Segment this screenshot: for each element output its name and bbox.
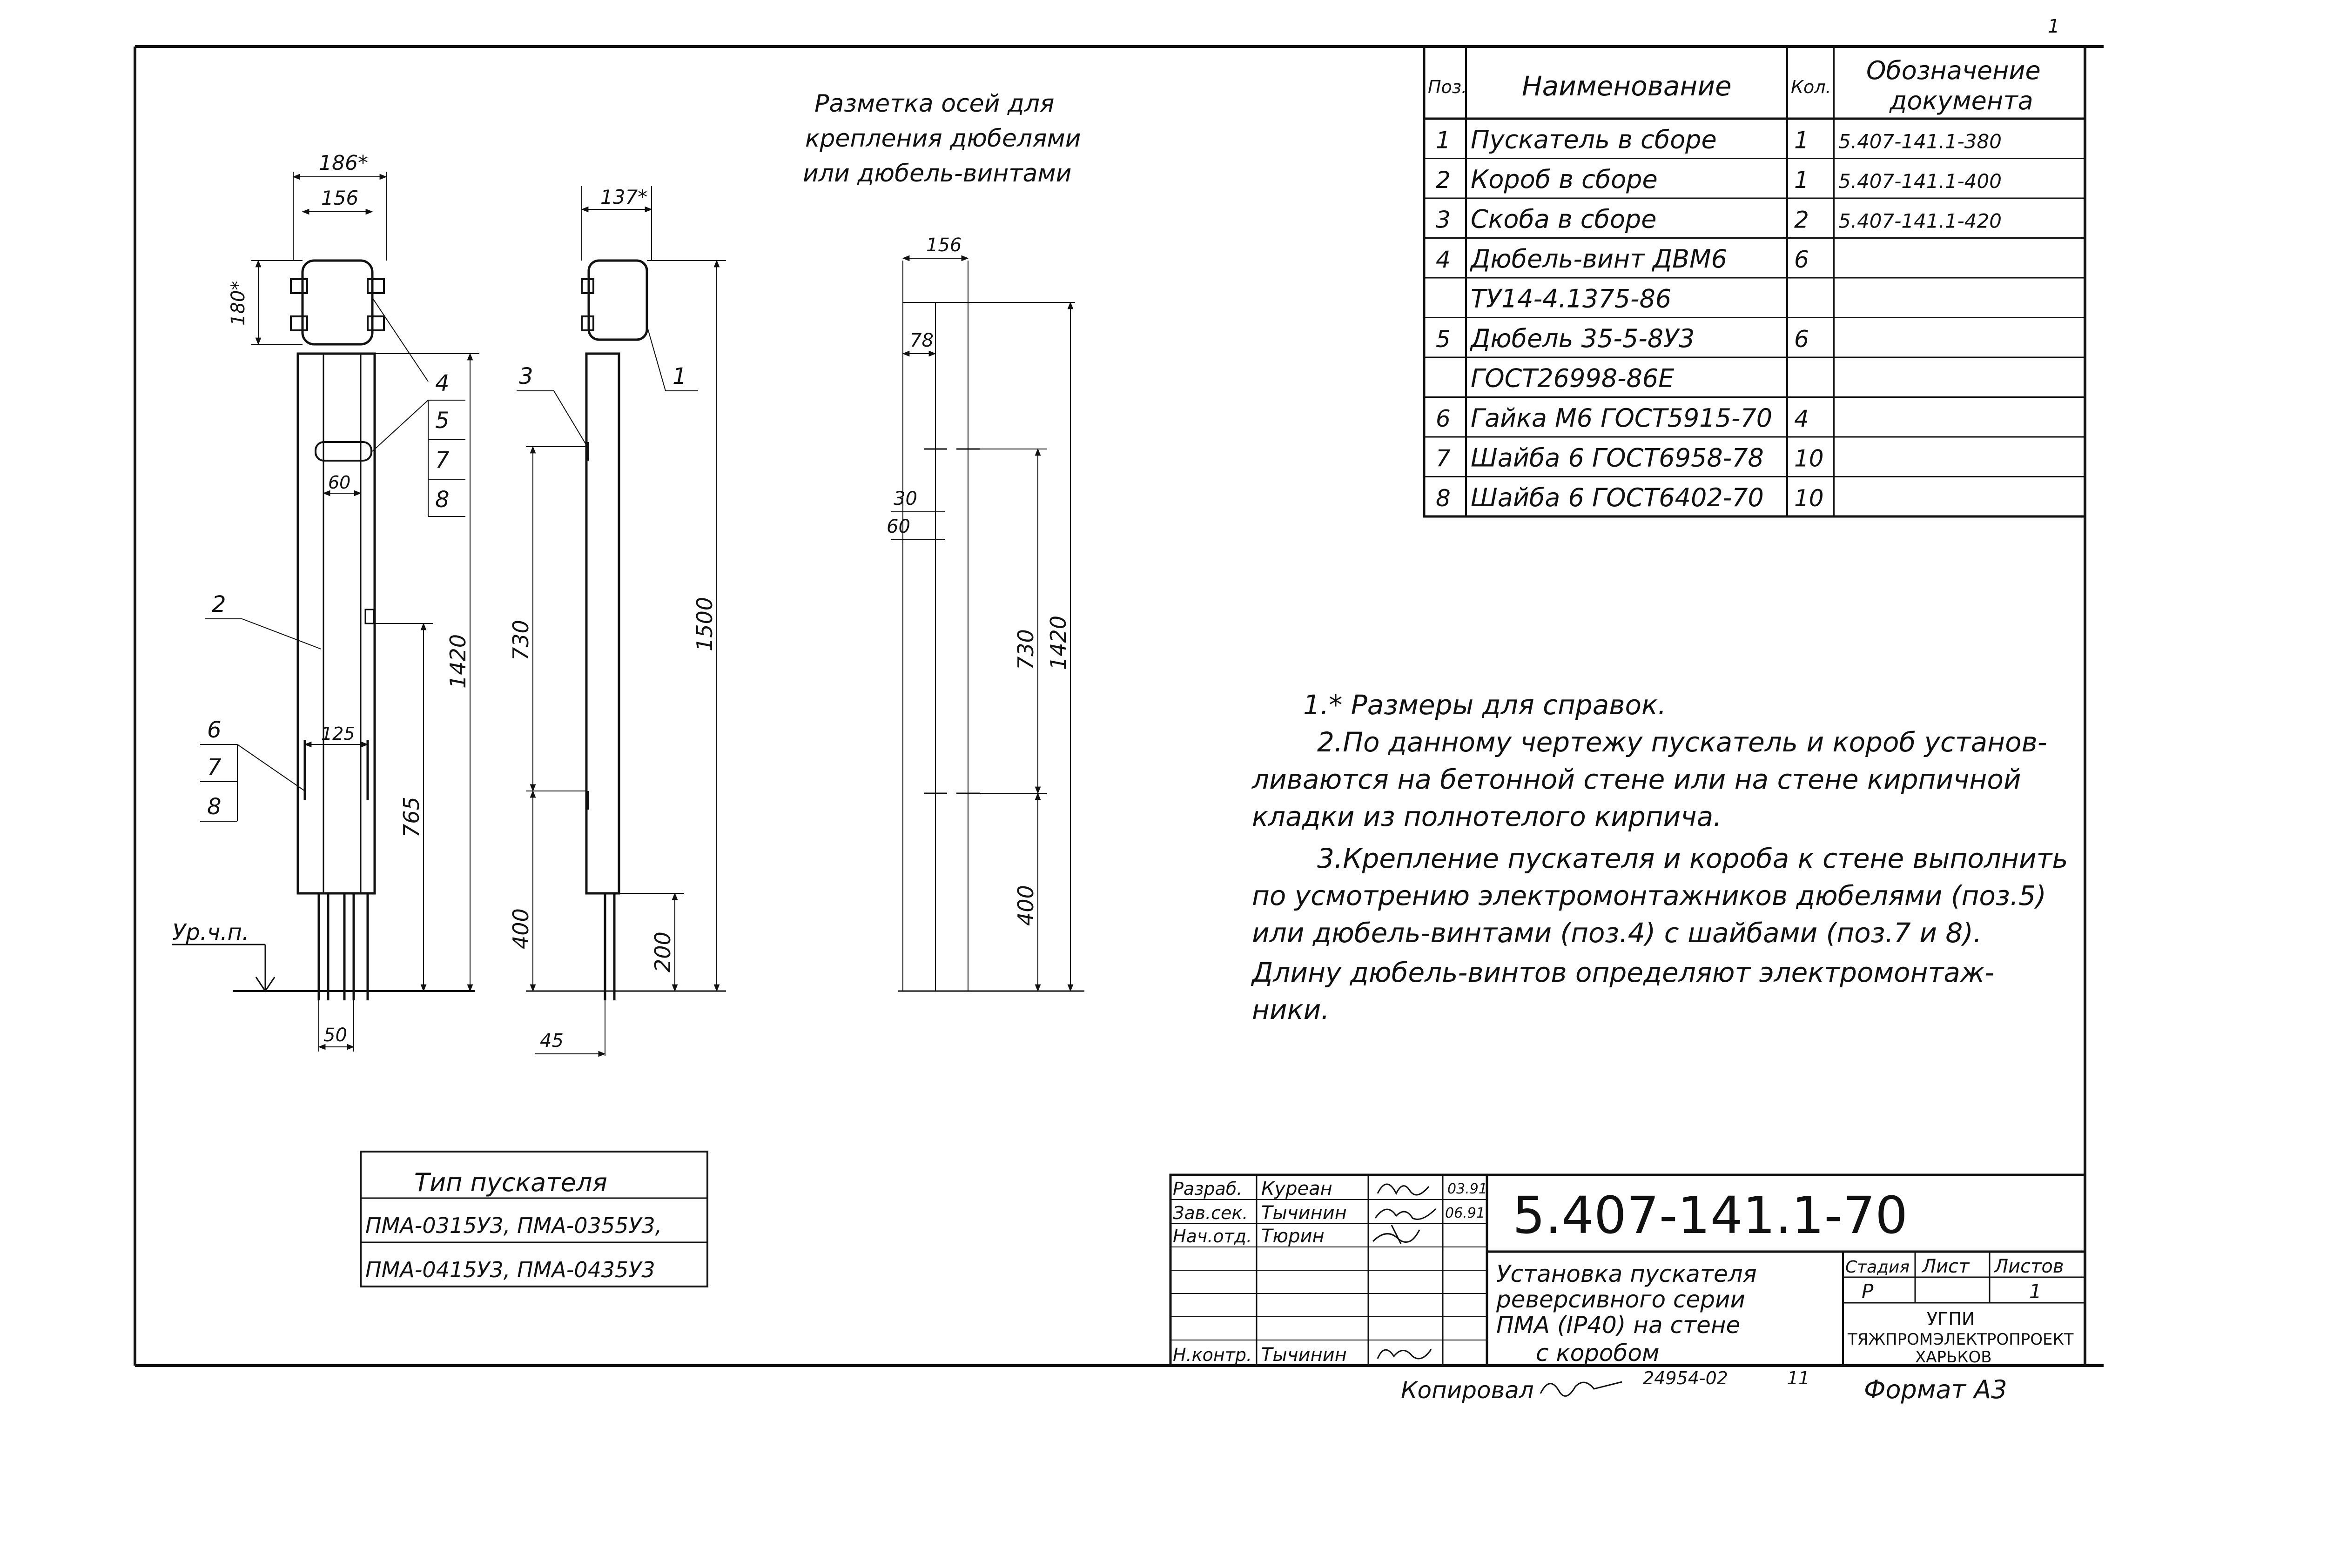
spec-table	[1424, 47, 2085, 516]
date-2: 06.91	[1445, 1205, 1485, 1221]
table-cell-doc: 5.407-141.1-380	[1838, 130, 2002, 153]
footer	[1401, 1368, 2007, 1404]
table-cell-qty: 6	[1794, 326, 1809, 353]
table-cell-name: Дюбель 35-5-8У3	[1471, 324, 1695, 353]
dim-730-side: 730	[508, 620, 533, 661]
table-cell-pos: 4	[1436, 246, 1451, 273]
marking-caption-2: крепления дюбелями	[805, 125, 1081, 153]
dim-45: 45	[540, 1030, 564, 1052]
th-pos: Поз.	[1428, 77, 1467, 97]
table-cell-qty: 10	[1794, 485, 1824, 512]
floor-level-label: Ур.ч.п.	[172, 919, 249, 945]
th-qty: Кол.	[1791, 77, 1831, 97]
note-line-8: Длину дюбель-винтов определяют электромонтаж-	[1252, 957, 1995, 988]
table-cell-name: Скоба в сборе	[1471, 204, 1657, 234]
table-cell-name: Шайба 6 ГОСТ6402-70	[1471, 483, 1764, 512]
desc-line-2: реверсивного серии	[1496, 1286, 1745, 1313]
table-cell-qty: 10	[1794, 445, 1824, 472]
signature-3	[1373, 1225, 1419, 1244]
dim-400-marking: 400	[1013, 885, 1038, 926]
top-mark: 1	[2048, 16, 2060, 37]
table-cell-qty: 2	[1794, 206, 1809, 234]
table-cell-name: ГОСТ26998-86Е	[1471, 363, 1675, 393]
note-line-2: 2.По данному чертежу пускатель и короб установ-	[1317, 726, 2047, 758]
table-cell-qty: 1	[1794, 127, 1809, 154]
signature-4	[1378, 1349, 1431, 1359]
copied-label: Копировал	[1401, 1377, 1534, 1404]
table-cell-doc: 5.407-141.1-420	[1838, 209, 2002, 233]
copy-number: 24954-02	[1643, 1368, 1728, 1388]
table-cell-pos: 8	[1436, 485, 1451, 512]
table-cell-pos: 2	[1436, 167, 1451, 194]
view-side	[508, 186, 726, 1056]
dim-186: 186*	[319, 151, 368, 175]
stage-label: Стадия	[1845, 1258, 1910, 1277]
callout-7-bottom: 7	[207, 754, 222, 780]
dim-180: 180*	[228, 281, 249, 326]
stage-value: Р	[1862, 1280, 1874, 1303]
dim-30: 30	[894, 488, 917, 509]
dim-156: 156	[321, 187, 359, 209]
note-line-4: кладки из полнотелого кирпича.	[1252, 801, 1722, 832]
signature-2	[1375, 1209, 1436, 1220]
table-cell-name: Короб в сборе	[1471, 165, 1658, 194]
starter-type-title: Тип пускателя	[414, 1168, 607, 1197]
marking-caption-1: Разметка осей для	[814, 90, 1055, 118]
callout-7-top: 7	[435, 447, 450, 473]
format-label: Формат А3	[1864, 1375, 2007, 1404]
dim-1420-marking: 1420	[1046, 615, 1071, 670]
document-code: 5.407-141.1-70	[1513, 1186, 1908, 1245]
note-line-5: 3.Крепление пускателя и короба к стене выполнить	[1317, 843, 2068, 874]
desc-line-3: ПМА (IP40) на стене	[1496, 1312, 1741, 1339]
marking-caption-3: или дюбель-винтами	[803, 160, 1072, 188]
table-cell-name: Шайба 6 ГОСТ6958-78	[1471, 443, 1764, 473]
dim-156-marking: 156	[926, 235, 962, 256]
callout-3: 3	[519, 363, 533, 389]
dim-765: 765	[399, 797, 424, 838]
name-head-dept: Тюрин	[1261, 1226, 1325, 1247]
notes	[1251, 689, 2068, 1025]
table-cell-pos: 7	[1436, 445, 1451, 472]
th-doc-2: документа	[1890, 86, 2033, 115]
title-block	[1170, 1175, 2085, 1367]
table-cell-name: Гайка М6 ГОСТ5915-70	[1471, 403, 1773, 433]
dim-1420-front: 1420	[445, 634, 471, 689]
callout-2: 2	[212, 591, 226, 617]
dim-400-side: 400	[508, 908, 533, 949]
dim-78: 78	[910, 330, 934, 351]
th-name: Наименование	[1522, 70, 1732, 102]
table-cell-doc: 5.407-141.1-400	[1838, 170, 2002, 193]
table-cell-qty: 4	[1794, 405, 1809, 432]
dim-200: 200	[650, 931, 675, 972]
name-head-sector: Тычинин	[1261, 1202, 1347, 1224]
dim-730-marking: 730	[1013, 629, 1038, 670]
sheets-value: 1	[2029, 1280, 2042, 1303]
dim-125: 125	[321, 724, 355, 744]
table-cell-qty: 1	[1794, 167, 1809, 194]
org-line-1: УГПИ	[1927, 1309, 1975, 1329]
name-norm-control: Тычинин	[1261, 1344, 1347, 1366]
dim-50: 50	[323, 1025, 347, 1046]
sheet-label: Лист	[1922, 1256, 1970, 1277]
desc-line-4: с коробом	[1536, 1340, 1660, 1367]
table-cell-pos: 1	[1436, 127, 1451, 154]
signature-1	[1378, 1184, 1429, 1195]
dim-60-marking: 60	[887, 516, 910, 537]
note-line-7: или дюбель-винтами (поз.4) с шайбами (поз.7 и 8).	[1252, 917, 1982, 949]
table-cell-qty: 6	[1794, 246, 1809, 273]
starter-type-line-2: ПМА-0415У3, ПМА-0435У3	[365, 1257, 655, 1282]
callout-8-bottom: 8	[207, 794, 222, 820]
callout-5: 5	[435, 408, 450, 434]
callout-1: 1	[673, 363, 687, 389]
starter-type-table	[361, 1152, 707, 1287]
sheets-label: Листов	[1994, 1256, 2064, 1277]
note-line-9: ники.	[1252, 994, 1330, 1025]
callout-8-top: 8	[435, 487, 450, 513]
starter-type-line-1: ПМА-0315У3, ПМА-0355У3,	[365, 1213, 662, 1238]
role-developer: Разраб.	[1173, 1179, 1243, 1199]
copier-signature	[1540, 1382, 1622, 1396]
table-cell-pos: 6	[1436, 405, 1451, 432]
note-line-1: 1.* Размеры для справок.	[1303, 689, 1667, 721]
table-cell-pos: 5	[1436, 326, 1451, 353]
role-head-dept: Нач.отд.	[1173, 1226, 1252, 1246]
callout-4: 4	[435, 370, 450, 396]
copy-num2: 11	[1787, 1368, 1810, 1388]
table-cell-name: Дюбель-винт ДВМ6	[1471, 244, 1728, 274]
table-cell-name: ТУ14-4.1375-86	[1471, 284, 1672, 314]
callout-6: 6	[207, 717, 222, 743]
dim-137: 137*	[600, 186, 648, 208]
note-line-6: по усмотрению электромонтажников дюбелями (поз.5)	[1252, 880, 2046, 911]
th-doc-1: Обозначение	[1866, 56, 2041, 85]
view-marking	[803, 90, 1084, 991]
org-line-2: ТЯЖПРОМЭЛЕКТРОПРОЕКТ	[1848, 1330, 2074, 1349]
role-norm-control: Н.контр.	[1173, 1345, 1252, 1365]
desc-line-1: Установка пускателя	[1496, 1260, 1757, 1287]
table-cell-pos: 3	[1436, 206, 1451, 234]
dim-1500: 1500	[692, 596, 717, 651]
name-developer: Куреан	[1261, 1178, 1332, 1199]
date-1: 03.91	[1447, 1181, 1487, 1197]
dim-60-front: 60	[328, 472, 351, 493]
note-line-3: ливаются на бетонной стене или на стене кирпичной	[1252, 764, 2021, 795]
table-cell-name: Пускатель в сборе	[1471, 125, 1717, 154]
view-front	[172, 151, 479, 1052]
org-line-3: ХАРЬКОВ	[1915, 1348, 1992, 1367]
role-head-sector: Зав.сек.	[1173, 1203, 1248, 1223]
